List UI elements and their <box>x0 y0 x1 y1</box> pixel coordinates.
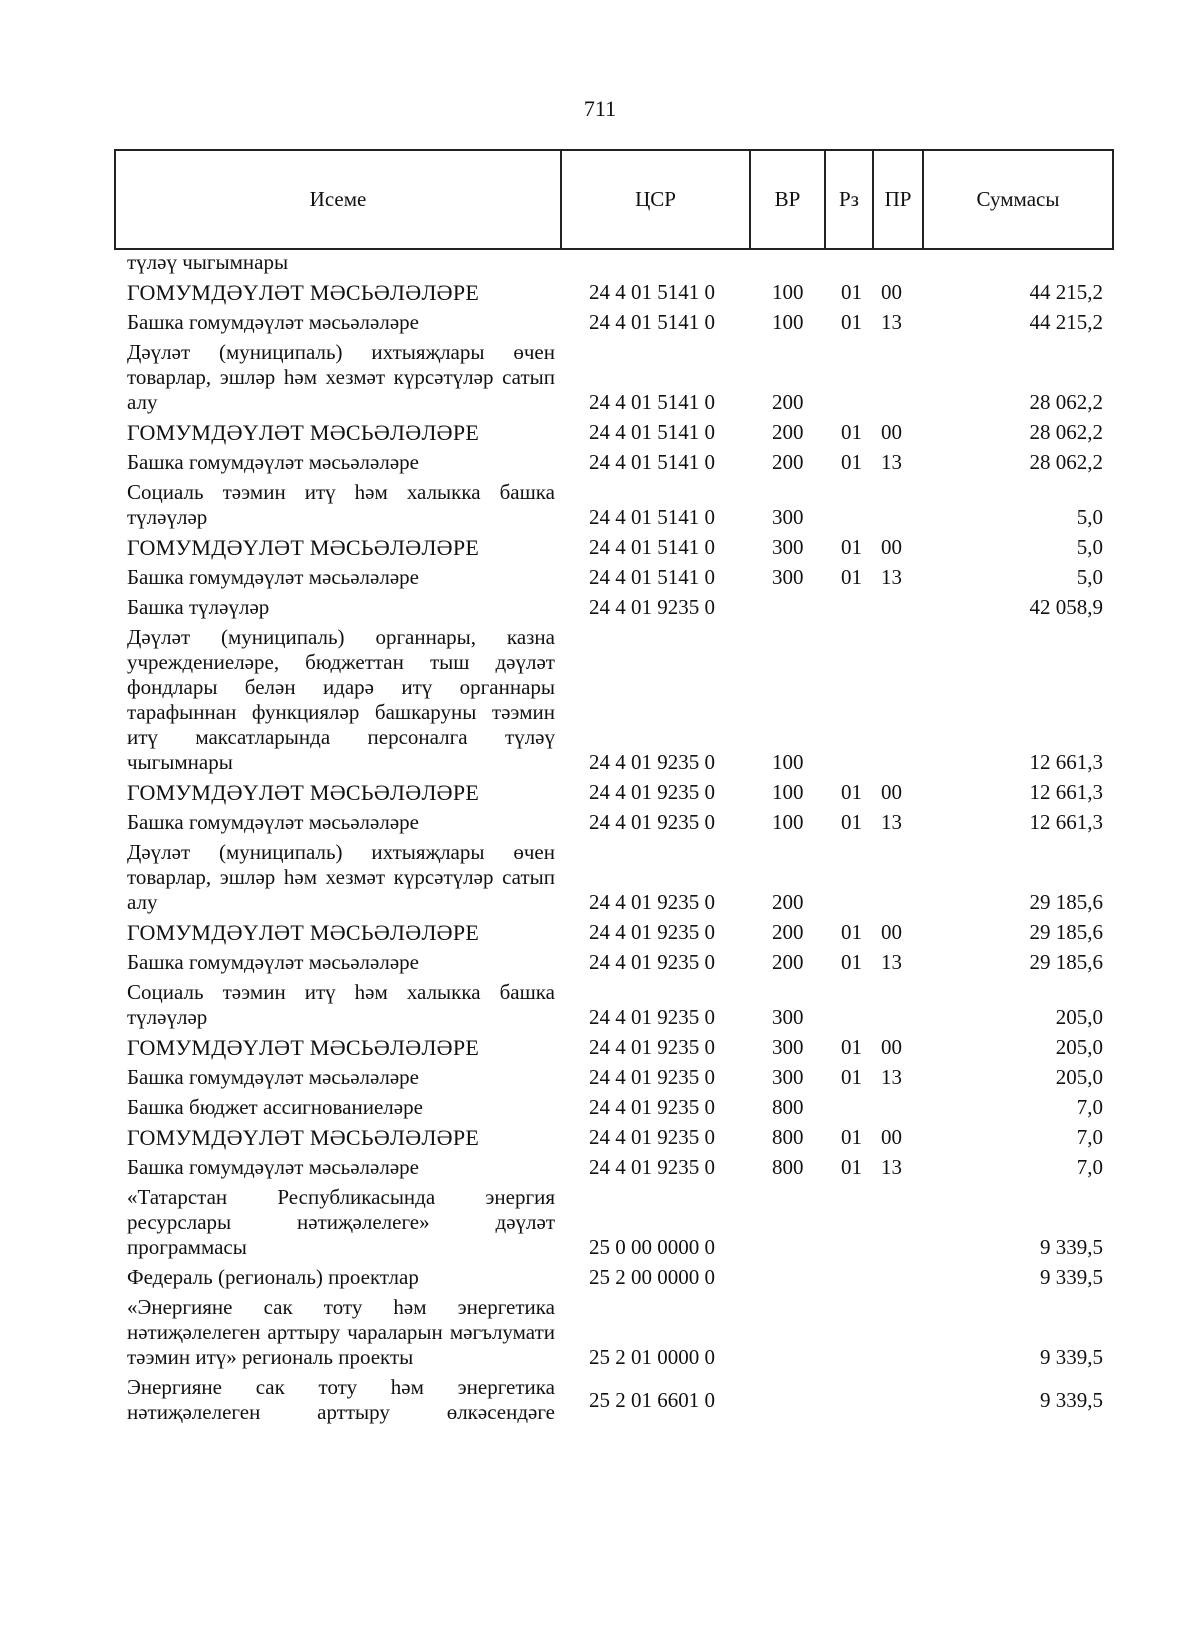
cell-vr: 800 <box>772 1125 804 1149</box>
cell-pr <box>873 478 923 533</box>
cell-rz <box>825 1183 873 1263</box>
continuation-text: түләү чыгымнары <box>127 250 289 274</box>
cell-rz: 01 <box>841 420 862 444</box>
table-row <box>115 1123 1113 1153</box>
cell-csr: 24 4 01 9235 0 <box>589 950 715 974</box>
cell-csr: 24 4 01 9235 0 <box>589 1125 715 1149</box>
table-row <box>115 1183 1113 1263</box>
cell-vr: 300 <box>772 1035 804 1059</box>
cell-name: Башка гомумдәүләт мәсьәләләре <box>127 310 419 334</box>
cell-sum: 28 062,2 <box>1029 390 1103 414</box>
cell-sum: 12 661,3 <box>1029 750 1103 774</box>
cell-csr: 24 4 01 9235 0 <box>589 750 715 774</box>
table-body <box>115 249 1113 1428</box>
cell-pr: 13 <box>881 1155 902 1179</box>
cell-pr <box>873 1263 923 1293</box>
page-number: 711 <box>583 96 617 121</box>
cell-vr: 300 <box>772 505 804 529</box>
cell-name: Башка гомумдәүләт мәсьәләләре <box>127 1065 419 1089</box>
cell-sum: 205,0 <box>1055 1065 1103 1089</box>
cell-csr: 24 4 01 5141 0 <box>589 420 715 444</box>
cell-rz: 01 <box>841 1155 862 1179</box>
cell-name: Федераль (региональ) проектлар <box>127 1265 419 1289</box>
cell-sum: 9 339,5 <box>1040 1235 1103 1259</box>
header-vr: ВР <box>750 150 825 249</box>
cell-pr <box>873 838 923 918</box>
cell-vr: 200 <box>772 890 804 914</box>
cell-sum: 42 058,9 <box>1029 595 1103 619</box>
cell-rz <box>825 593 873 623</box>
cell-name: Башка түләүләр <box>127 595 270 619</box>
cell-csr: 24 4 01 9235 0 <box>589 1005 715 1029</box>
cell-csr: 24 4 01 5141 0 <box>589 310 715 334</box>
cell-vr <box>750 1373 825 1428</box>
cell-vr: 300 <box>772 535 804 559</box>
cell-vr: 200 <box>772 950 804 974</box>
cell-rz <box>825 978 873 1033</box>
cell-rz <box>825 838 873 918</box>
table-row <box>115 1293 1113 1373</box>
continuation-row <box>115 249 1113 278</box>
cell-name: ГОМУМДӘҮЛӘТ МӘСЬӘЛӘЛӘРЕ <box>127 1035 480 1060</box>
cell-vr: 300 <box>772 1005 804 1029</box>
cell-vr: 100 <box>772 780 804 804</box>
cell-name: Башка гомумдәүләт мәсьәләләре <box>127 1155 419 1179</box>
cell-pr <box>873 593 923 623</box>
cell-vr: 300 <box>772 1065 804 1089</box>
cell-sum: 9 339,5 <box>1040 1387 1103 1412</box>
cell-name: Социаль тәэмин итү һәм халыкка башка түләүләр <box>127 480 555 529</box>
header-pr: ПР <box>873 150 923 249</box>
cell-rz: 01 <box>841 950 862 974</box>
table-row <box>115 563 1113 593</box>
cell-rz <box>825 1293 873 1373</box>
cell-sum: 5,0 <box>1076 565 1103 589</box>
cell-sum: 205,0 <box>1055 1005 1103 1029</box>
cell-csr: 24 4 01 9235 0 <box>589 1065 715 1089</box>
cell-rz: 01 <box>841 450 862 474</box>
table-row <box>115 623 1113 778</box>
cell-csr: 24 4 01 9235 0 <box>589 1095 715 1119</box>
cell-pr <box>873 1293 923 1373</box>
cell-csr: 24 4 01 9235 0 <box>589 920 715 944</box>
cell-csr: 24 4 01 5141 0 <box>589 565 715 589</box>
cell-name: ГОМУМДӘҮЛӘТ МӘСЬӘЛӘЛӘРЕ <box>127 535 480 560</box>
cell-vr: 200 <box>772 390 804 414</box>
table-row <box>115 308 1113 338</box>
cell-sum: 29 185,6 <box>1029 890 1103 914</box>
cell-name: Энергияне сак тоту һәм энергетика нәтиҗәлелеген арттыру өлкәсендәге <box>127 1375 555 1424</box>
cell-pr: 13 <box>881 565 902 589</box>
table-row <box>115 593 1113 623</box>
cell-name: ГОМУМДӘҮЛӘТ МӘСЬӘЛӘЛӘРЕ <box>127 280 480 305</box>
cell-csr: 24 4 01 5141 0 <box>589 535 715 559</box>
cell-rz <box>825 338 873 418</box>
cell-vr: 800 <box>772 1095 804 1119</box>
table-row <box>115 1063 1113 1093</box>
cell-csr: 24 4 01 5141 0 <box>589 505 715 529</box>
table-row <box>115 1153 1113 1183</box>
cell-pr: 00 <box>881 535 902 559</box>
cell-csr: 25 0 00 0000 0 <box>589 1235 715 1259</box>
cell-name: ГОМУМДӘҮЛӘТ МӘСЬӘЛӘЛӘРЕ <box>127 1125 480 1150</box>
cell-rz <box>825 1373 873 1428</box>
cell-name: ГОМУМДӘҮЛӘТ МӘСЬӘЛӘЛӘРЕ <box>127 780 480 805</box>
cell-pr: 00 <box>881 280 902 304</box>
cell-pr <box>873 1183 923 1263</box>
header-rz: Рз <box>825 150 873 249</box>
cell-csr: 24 4 01 9235 0 <box>589 1155 715 1179</box>
cell-name: ГОМУМДӘҮЛӘТ МӘСЬӘЛӘЛӘРЕ <box>127 920 480 945</box>
table-row <box>115 1263 1113 1293</box>
cell-vr <box>750 1183 825 1263</box>
cell-pr: 13 <box>881 450 902 474</box>
cell-pr <box>873 978 923 1033</box>
cell-name: «Татарстан Республикасында энергия ресурслары нәтиҗәлелеге» дәүләт программасы <box>127 1185 555 1259</box>
cell-sum: 7,0 <box>1076 1155 1103 1179</box>
cell-rz: 01 <box>841 920 862 944</box>
cell-rz: 01 <box>841 1065 862 1089</box>
cell-pr: 00 <box>881 1035 902 1059</box>
cell-rz: 01 <box>841 810 862 834</box>
cell-name: Башка гомумдәүләт мәсьәләләре <box>127 950 419 974</box>
table-row <box>115 478 1113 533</box>
cell-sum: 29 185,6 <box>1029 950 1103 974</box>
cell-csr: 25 2 01 6601 0 <box>589 1387 715 1412</box>
cell-name: Социаль тәэмин итү һәм халыкка башка түләүләр <box>127 980 555 1029</box>
table-row <box>115 918 1113 948</box>
cell-pr: 00 <box>881 420 902 444</box>
table-row <box>115 338 1113 418</box>
cell-name: Башка гомумдәүләт мәсьәләләре <box>127 565 419 589</box>
cell-rz <box>825 623 873 778</box>
cell-name: Дәүләт (муниципаль) ихтыяҗлары өчен товарлар, эшләр һәм хезмәт күрсәтүләр сатып алу <box>127 340 555 414</box>
cell-sum: 44 215,2 <box>1029 280 1103 304</box>
cell-csr: 25 2 00 0000 0 <box>589 1265 715 1289</box>
cell-pr: 13 <box>881 810 902 834</box>
cell-vr: 100 <box>772 280 804 304</box>
cell-vr: 200 <box>772 420 804 444</box>
cell-csr: 25 2 01 0000 0 <box>589 1345 715 1369</box>
cell-rz: 01 <box>841 1035 862 1059</box>
cell-pr: 13 <box>881 1065 902 1089</box>
cell-sum: 29 185,6 <box>1029 920 1103 944</box>
cell-name: ГОМУМДӘҮЛӘТ МӘСЬӘЛӘЛӘРЕ <box>127 420 480 445</box>
cell-pr <box>873 623 923 778</box>
cell-sum: 44 215,2 <box>1029 310 1103 334</box>
header-csr: ЦСР <box>561 150 750 249</box>
cell-rz: 01 <box>841 1125 862 1149</box>
cell-pr <box>873 1093 923 1123</box>
cell-sum: 205,0 <box>1055 1035 1103 1059</box>
table-row <box>115 838 1113 918</box>
cell-name: Башка бюджет ассигнованиеләре <box>127 1095 423 1119</box>
cell-csr: 24 4 01 9235 0 <box>589 810 715 834</box>
cell-vr <box>750 1263 825 1293</box>
cell-csr: 24 4 01 5141 0 <box>589 390 715 414</box>
header-name: Исеме <box>115 150 561 249</box>
cell-pr <box>873 1373 923 1428</box>
cell-rz: 01 <box>841 780 862 804</box>
cell-csr: 24 4 01 9235 0 <box>589 780 715 804</box>
cell-rz <box>825 1093 873 1123</box>
table-row <box>115 778 1113 808</box>
table-header <box>115 150 1113 249</box>
table-row <box>115 948 1113 978</box>
table-row <box>115 448 1113 478</box>
cell-rz <box>825 1263 873 1293</box>
cell-name: «Энергияне сак тоту һәм энергетика нәтиҗәлелеген арттыру чараларын мәгълумати тәэмин итү» региональ проекты <box>127 1295 555 1369</box>
table-row <box>115 278 1113 308</box>
cell-pr: 00 <box>881 780 902 804</box>
cell-pr: 00 <box>881 920 902 944</box>
cell-name: Башка гомумдәүләт мәсьәләләре <box>127 810 419 834</box>
cell-vr: 200 <box>772 450 804 474</box>
header-sum: Суммасы <box>923 150 1113 249</box>
cell-csr: 24 4 01 5141 0 <box>589 450 715 474</box>
table-row <box>115 808 1113 838</box>
cell-sum: 7,0 <box>1076 1125 1103 1149</box>
cell-vr: 100 <box>772 750 804 774</box>
cell-rz: 01 <box>841 535 862 559</box>
cell-rz: 01 <box>841 565 862 589</box>
table-row <box>115 978 1113 1033</box>
cell-vr <box>750 1293 825 1373</box>
cell-csr: 24 4 01 9235 0 <box>589 890 715 914</box>
cell-pr <box>873 338 923 418</box>
cell-rz: 01 <box>841 310 862 334</box>
cell-pr: 00 <box>881 1125 902 1149</box>
cell-sum: 9 339,5 <box>1040 1265 1103 1289</box>
cell-sum: 5,0 <box>1076 535 1103 559</box>
cell-pr: 13 <box>881 950 902 974</box>
cell-vr: 200 <box>772 920 804 944</box>
cell-sum: 12 661,3 <box>1029 780 1103 804</box>
cell-name: Дәүләт (муниципаль) ихтыяҗлары өчен товарлар, эшләр һәм хезмәт күрсәтүләр сатып алу <box>127 840 555 914</box>
cell-vr <box>750 593 825 623</box>
table-row <box>115 1373 1113 1428</box>
cell-vr: 100 <box>772 310 804 334</box>
cell-sum: 9 339,5 <box>1040 1345 1103 1369</box>
cell-sum: 28 062,2 <box>1029 450 1103 474</box>
cell-name: Дәүләт (муниципаль) органнары, казна учреждениеләре, бюджеттан тыш дәүләт фондлары белән идарә итү органнары тарафыннан функцияләр башкаруны тәэмин итү максатларында персоналга түләү чыгымнары <box>127 625 555 774</box>
cell-sum: 7,0 <box>1076 1095 1103 1119</box>
cell-rz <box>825 478 873 533</box>
table-row <box>115 1033 1113 1063</box>
cell-vr: 300 <box>772 565 804 589</box>
cell-csr: 24 4 01 9235 0 <box>589 595 715 619</box>
table-row <box>115 418 1113 448</box>
cell-pr: 13 <box>881 310 902 334</box>
cell-vr: 800 <box>772 1155 804 1179</box>
cell-sum: 5,0 <box>1076 505 1103 529</box>
cell-sum: 12 661,3 <box>1029 810 1103 834</box>
cell-csr: 24 4 01 9235 0 <box>589 1035 715 1059</box>
cell-csr: 24 4 01 5141 0 <box>589 280 715 304</box>
cell-sum: 28 062,2 <box>1029 420 1103 444</box>
cell-name: Башка гомумдәүләт мәсьәләләре <box>127 450 419 474</box>
table-row <box>115 533 1113 563</box>
budget-table <box>114 149 1114 1428</box>
table-row <box>115 1093 1113 1123</box>
cell-vr: 100 <box>772 810 804 834</box>
cell-rz: 01 <box>841 280 862 304</box>
